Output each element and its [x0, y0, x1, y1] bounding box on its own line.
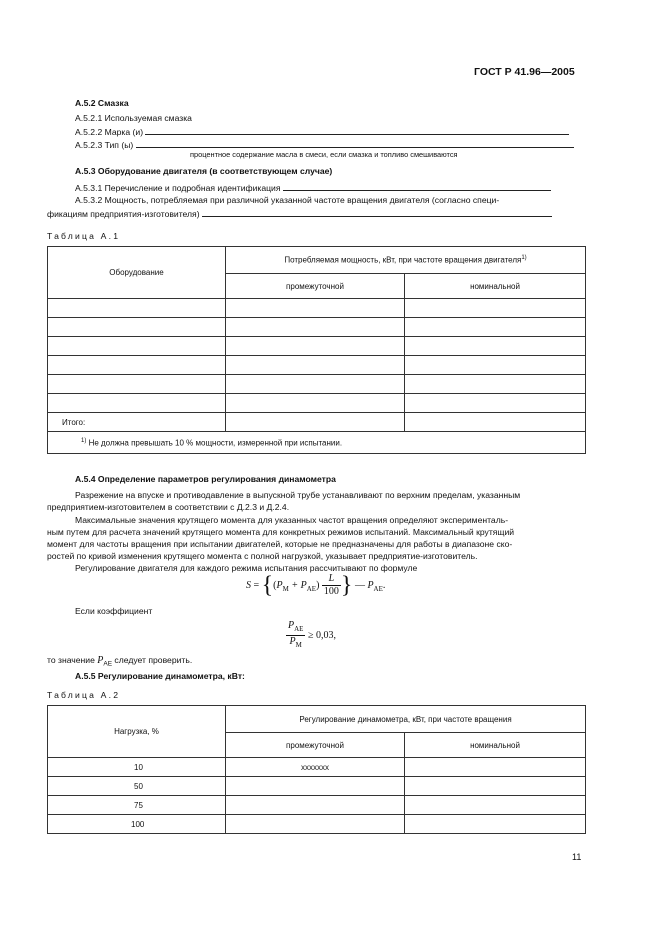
- formula-ratio: [286, 620, 336, 651]
- then-text: то значение: [47, 655, 98, 665]
- table-a1: [47, 246, 586, 454]
- table1-header-equipment: Оборудование: [48, 247, 226, 299]
- table-cell: [226, 413, 405, 432]
- table-cell: [405, 375, 586, 394]
- a54-p3: Регулирование двигателя для каждого режима испытания рассчитывают по формуле: [75, 563, 418, 573]
- a53-line1-label: А.5.3.1 Перечисление и подробная идентификация: [75, 183, 281, 193]
- table-cell: [48, 337, 226, 356]
- table-cell: [48, 394, 226, 413]
- formula-p: P: [300, 579, 307, 591]
- table1-total-row: [48, 413, 586, 432]
- table1-sub-mid: промежуточной: [226, 274, 405, 299]
- a54-p1b: предприятием-изготовителем в соответствии с Д.2.3 и Д.2.4.: [47, 502, 290, 512]
- table-cell: [405, 413, 586, 432]
- a54-p2c: момент для частоты вращения при испытании двигателей, которые не предназначены для работы в диапазоне ско-: [47, 539, 513, 549]
- section-a53-title: А.5.3 Оборудование двигателя (в соответствующем случае): [75, 166, 333, 176]
- formula-sub-ae: AE: [373, 584, 383, 593]
- table2-header-reg: Регулирование динамометра, кВт, при частоте вращения: [226, 706, 586, 733]
- table1-total-label: Итого:: [48, 413, 226, 432]
- page-header: ГОСТ Р 41.96—2005: [474, 66, 575, 78]
- fill-line: [202, 208, 552, 217]
- table-row: [48, 337, 586, 356]
- table-cell: [226, 318, 405, 337]
- table-cell: [226, 337, 405, 356]
- table2-sub-nom: номинальной: [405, 733, 586, 758]
- table-cell: [405, 356, 586, 375]
- table-cell: [226, 375, 405, 394]
- a54-if-coef: Если коэффициент: [75, 606, 153, 616]
- section-a55-title: А.5.5 Регулирование динамометра, кВт:: [75, 671, 245, 681]
- table1-caption: Таблица А.1: [47, 231, 121, 241]
- a54-then-row: [47, 655, 192, 668]
- table-row: [48, 758, 586, 777]
- a53-line2a: А.5.3.2 Мощность, потребляемая при различной указанной частоте вращения двигателя (согласно специ-: [75, 195, 500, 205]
- a52-line1: А.5.2.1 Используемая смазка: [75, 113, 192, 123]
- table2-load: 50: [48, 777, 226, 796]
- formula-sub-m: M: [282, 584, 289, 593]
- table2-caption: Таблица А.2: [47, 690, 121, 700]
- table-row: [48, 299, 586, 318]
- table1-footnote-row: [48, 432, 586, 454]
- table1-footnote: [48, 432, 586, 454]
- formula-p: P: [97, 655, 104, 666]
- table2-nom: [405, 758, 586, 777]
- table2-nom: [405, 777, 586, 796]
- table2-mid: [226, 815, 405, 834]
- table-cell: [226, 356, 405, 375]
- table2-mid: xxxxxxx: [226, 758, 405, 777]
- a53-line1-row: [75, 182, 551, 193]
- formula-p: P: [367, 579, 374, 591]
- table-cell: [48, 318, 226, 337]
- table1-header-power-text: Потребляемая мощность, кВт, при частоте вращения двигателя: [284, 255, 522, 265]
- formula-sub-ae: AE: [103, 660, 113, 668]
- table-cell: [48, 299, 226, 318]
- table2-sub-mid: промежуточной: [226, 733, 405, 758]
- formula-p: P: [288, 620, 295, 631]
- a54-p2d: ростей по кривой изменения крутящего момента с полной нагрузкой, указывает предприятие-изготовитель.: [47, 551, 478, 561]
- table-row: [48, 796, 586, 815]
- table2-mid: [226, 796, 405, 815]
- formula-p: P: [289, 636, 296, 647]
- table-row: [48, 777, 586, 796]
- table2-load: 10: [48, 758, 226, 777]
- table-cell: [48, 356, 226, 375]
- footnote-ref: 1): [521, 255, 527, 262]
- table-row: [48, 394, 586, 413]
- table-cell: [226, 394, 405, 413]
- formula-p: P: [276, 579, 283, 591]
- a54-p2b: ным путем для расчета значений крутящего момента для конкретных режимов испытаний. Максимальный крутящий: [47, 527, 515, 537]
- table-row: [48, 375, 586, 394]
- footnote-mark: 1): [81, 437, 87, 444]
- table-cell: [226, 299, 405, 318]
- then-text: следует проверить.: [112, 655, 193, 665]
- section-a52-title: А.5.2 Смазка: [75, 98, 129, 108]
- formula-eq: =: [251, 579, 262, 591]
- fill-line: [145, 126, 569, 135]
- table-row: [48, 356, 586, 375]
- page-number: 11: [572, 852, 582, 862]
- table1-header-power: [226, 247, 586, 274]
- formula-ineq: ≥ 0,03,: [307, 629, 336, 641]
- fill-line: [283, 182, 551, 191]
- formula-symbol-s: S: [246, 579, 251, 591]
- table-cell: [48, 375, 226, 394]
- table2-load: 75: [48, 796, 226, 815]
- formula-dot: .: [382, 579, 386, 591]
- formula-100: 100: [323, 586, 339, 597]
- a54-p1a: Разрежение на впуске и противодавление в выпускной трубе устанавливают по верхним пределам, указанным: [75, 490, 521, 500]
- table-row: [48, 815, 586, 834]
- table-cell: [405, 337, 586, 356]
- table2-mid: [226, 777, 405, 796]
- formula-sub-ae: AE: [306, 584, 317, 593]
- table1-sub-nom: номинальной: [405, 274, 586, 299]
- table-cell: [405, 394, 586, 413]
- a52-line3-row: [75, 139, 574, 150]
- table2-nom: [405, 796, 586, 815]
- table2-load: 100: [48, 815, 226, 834]
- formula-minus: —: [354, 579, 365, 591]
- formula-s: $S = \{(P_M + P_{AE})$ $\frac{L}{100}$ } — $P_{AE}$.: [246, 572, 386, 599]
- footnote-text: Не должна превышать 10 % мощности, измеренной при испытании.: [86, 438, 343, 448]
- table-row: [48, 318, 586, 337]
- table2-nom: [405, 815, 586, 834]
- table-a2: [47, 705, 586, 834]
- a52-line2-label: А.5.2.2 Марка (и): [75, 127, 144, 137]
- table2-header-load: Нагрузка, %: [48, 706, 226, 758]
- section-a54-title: А.5.4 Определение параметров регулирования динамометра: [75, 474, 336, 484]
- formula-sub-m: M: [295, 641, 302, 649]
- formula-l: L: [322, 573, 341, 586]
- fill-line: [136, 139, 574, 148]
- a52-line3-label: А.5.2.3 Тип (ы): [75, 140, 134, 150]
- a52-note: процентное содержание масла в смеси, если смазка и топливо смешиваются: [190, 150, 458, 159]
- a54-p2a: Максимальные значения крутящего момента для указанных частот вращения определяют эксперименталь-: [75, 515, 509, 525]
- a53-line2b-row: [47, 208, 552, 219]
- a53-line2b-label: фикациям предприятия-изготовителя): [47, 209, 200, 219]
- a52-line2-row: [75, 126, 569, 137]
- table-cell: [405, 299, 586, 318]
- formula-sub-ae: AE: [294, 625, 304, 633]
- table-cell: [405, 318, 586, 337]
